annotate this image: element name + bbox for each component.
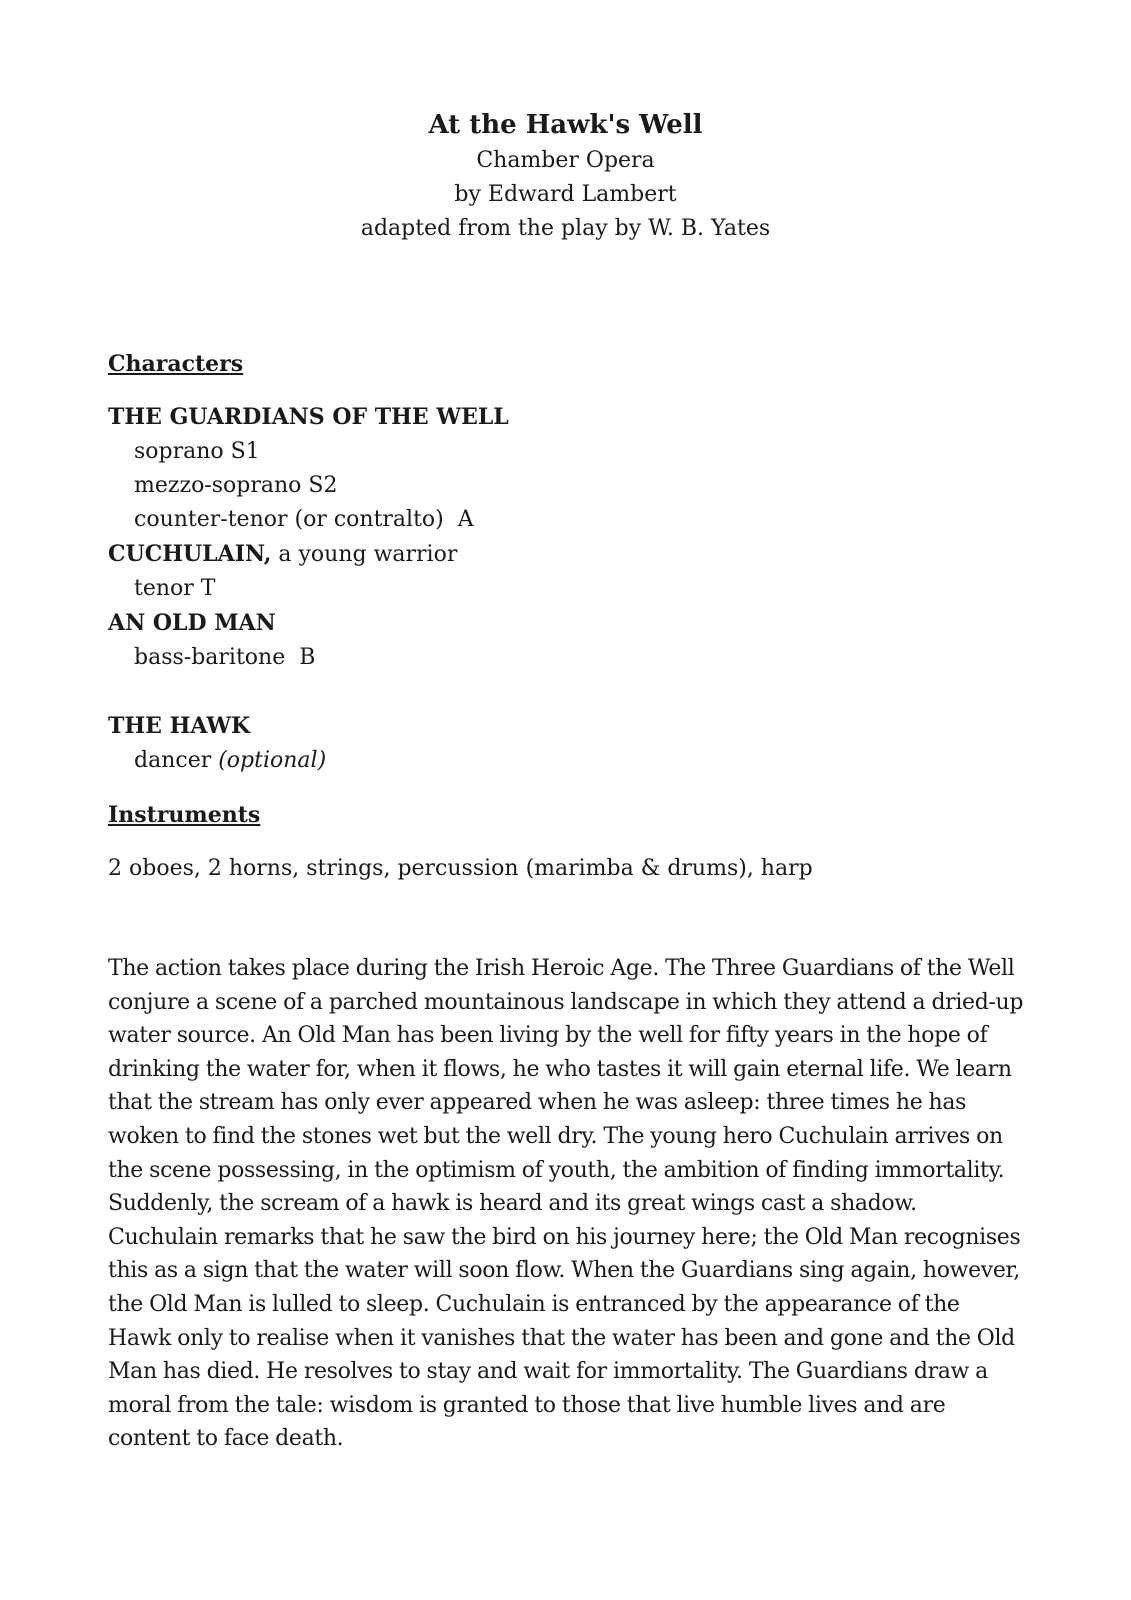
- character-name: THE GUARDIANS OF THE WELL: [108, 404, 509, 430]
- character-group-cuchulain: [108, 537, 509, 606]
- voice-part: tenor T: [134, 576, 216, 601]
- title-block: [0, 106, 1131, 246]
- voice-part: [108, 744, 509, 778]
- voice-part: counter-tenor (or contralto) A: [134, 507, 474, 532]
- character-name: AN OLD MAN: [108, 610, 276, 636]
- synopsis-paragraph: The action takes place during the Irish Heroic Age. The Three Guardians of the Well conjure a scene of a parched mountainous landscape in which they attend a dried-up water source. An Old Man has been living by the well for fifty years in the hope of drinking the water for, when it flows, he who tastes it will gain eternal life. We learn that the stream has only ever appeared when he was asleep: three times he has woken to find the stones wet but the well dry. The young hero Cuchulain arrives on the scene possessing, in the optimism of youth, the ambition of finding immortality. Suddenly, the scream of a hawk is heard and its great wings cast a shadow. Cuchulain remarks that he saw the bird on his journey here; the Old Man recognises this as a sign that the water will soon flow. When the Guardians sing again, however, the Old Man is lulled to sleep. Cuchulain is entranced by the appearance of the Hawk only to realise when it vanishes that the water has been and gone and the Old Man has died. He resolves to stay and wait for immortality. The Guardians draw a moral from the tale: wisdom is granted to those that live humble lives and are content to face death.: [108, 956, 1024, 1452]
- characters-list: [108, 400, 509, 778]
- character-name-line: [108, 537, 509, 572]
- character-group-guardians: [108, 400, 509, 537]
- page-title: At the Hawk's Well: [428, 110, 703, 140]
- voice-label: dancer: [134, 748, 219, 773]
- character-name-line: [108, 606, 509, 641]
- voice-part: mezzo-soprano S2: [134, 473, 338, 498]
- character-group-hawk: [108, 709, 509, 778]
- instruments-heading: Instruments: [108, 802, 261, 828]
- character-name-line: [108, 400, 509, 435]
- optional-note: (optional): [218, 748, 327, 773]
- character-group-old-man: [108, 606, 509, 675]
- instruments-list: 2 oboes, 2 horns, strings, percussion (marimba & drums), harp: [108, 856, 813, 881]
- characters-heading: Characters: [108, 351, 244, 377]
- character-name: CUCHULAIN,: [108, 541, 272, 567]
- adaptation-line: adapted from the play by W. B. Yates: [360, 216, 771, 241]
- author-line: by Edward Lambert: [454, 182, 677, 207]
- voice-part: soprano S1: [134, 439, 260, 464]
- character-description: a young warrior: [271, 542, 458, 567]
- voice-part: bass-baritone B: [134, 645, 316, 670]
- character-name-line: [108, 709, 509, 744]
- character-name: THE HAWK: [108, 713, 251, 739]
- subtitle: Chamber Opera: [476, 148, 655, 173]
